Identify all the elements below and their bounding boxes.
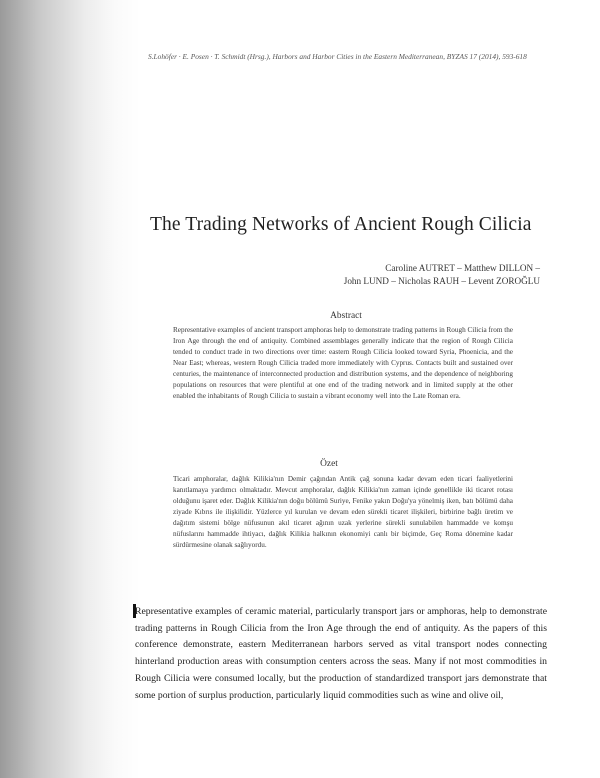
ozet-heading: Özet <box>320 459 338 469</box>
authors-line-1: Caroline AUTRET – Matthew DILLON – <box>385 263 540 273</box>
running-head: S.Lohöfer · E. Posen · T. Schmidt (Hrsg.), Harbors and Harbor Cities in the Eastern Mediterranean, BYZAS 17 (2014), 593-618 <box>148 52 527 61</box>
authors-line-2: John LUND – Nicholas RAUH – Levent ZOROĞLU <box>343 276 540 286</box>
abstract-text: Representative examples of ancient transport amphoras help to demonstrate trading patterns in Rough Cilicia from the Iron Age through the end of antiquity. Combined assemblages generally indicate that the region of Rough Cilicia tended to conduct trade in two directions over time: eastern Rough Cilicia looked toward Syria, Phoenicia, and the Near East; whereas, western Rough Cilicia traded more immediately with Cyprus. Contacts built and sustained over centuries, the maintenance of interconnected production and distribution systems, and the dependence of neighboring populations on resources that were plentiful at one end of the trading network and in limited supply at the other enabled the inhabitants of Rough Cilicia to sustain a vibrant economy well into the Late Roman era. <box>173 326 513 401</box>
article-title: The Trading Networks of Ancient Rough Cilicia <box>150 214 532 235</box>
ozet-text: Ticari amphoralar, dağlık Kilikia'nın Demir çağından Antik çağ sonuna kadar devam eden ticari faaliyetlerini kanıtlamaya yardımcı olmaktadır. Mevcut amphoralar, dağlık Kilikia'nın zaman içinde genellikle iki ticaret rotası olduğunu işaret eder. Dağlık Kilikia'nın doğu bölümü Suriye, Fenike yakın Doğu'ya yönelmiş iken, batı bölümü daha ziyade Kıbrıs ile ilişkilidir. Yüzlerce yıl kurulan ve devam eden sürekli ticaret ilişkileri, birbirine bağlı üretim ve dağıtım sistemi bölge nüfusunun akıl ticaret ağının uzak yerlerine sürekli sunulabilen hammadde ve komşu nüfuslarını hammadde ihtiyacı, dağlık Kilikia halkının ekonomiyi canlı bir biçimde, Geç Roma dönemine kadar sürdürmesine olanak sağlıyordu. <box>173 475 513 550</box>
abstract-heading: Abstract <box>330 311 362 321</box>
body-paragraph: Representative examples of ceramic material, particularly transport jars or amphoras, help to demonstrate trading patterns in Rough Cilicia from the Iron Age through the end of antiquity. As the papers of this conference demonstrate, eastern Mediterranean harbors served as vital transport nodes connecting hinterland production areas with consumption centers across the seas. Many if not most commodities in Rough Cilicia were consumed locally, but the production of standardized transport jars demonstrate that some portion of surplus production, particularly liquid commodities such as wine and olive oil, <box>135 606 547 701</box>
